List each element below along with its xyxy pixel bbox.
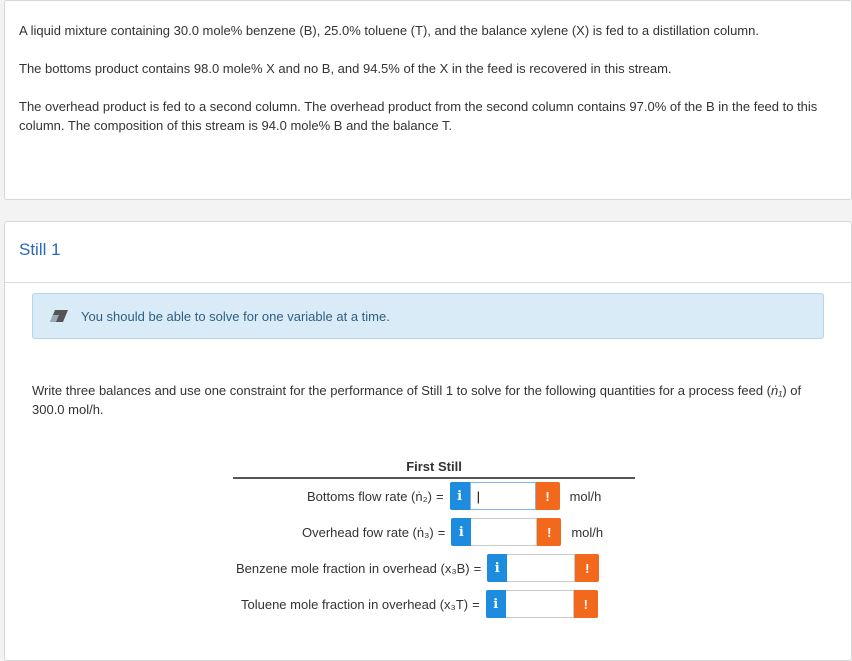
problem-text-2: The bottoms product contains 98.0 mole% X and no B, and 94.5% of the X in the feed is recovered in this stream. <box>19 61 672 76</box>
equals-sign: = <box>472 596 480 612</box>
instruction-post: ) of 300.0 mol/h. <box>32 383 802 417</box>
still-title: Still 1 <box>19 240 61 259</box>
instruction-var: ṅ₁ <box>771 383 783 398</box>
unit-label: mol/h <box>571 524 604 540</box>
info-icon[interactable]: i <box>450 482 470 510</box>
info-icon[interactable]: i <box>486 590 506 618</box>
divider <box>5 282 851 283</box>
row-label: Bottoms flow rate (ṅ₂) <box>307 488 432 504</box>
still-card <box>4 221 852 661</box>
eraser-icon <box>49 309 69 323</box>
warning-icon[interactable]: ! <box>574 590 598 618</box>
equals-sign: = <box>435 488 444 504</box>
table-row <box>236 554 599 582</box>
instruction-pre: Write three balances and use one constraint for the performance of Still 1 to solve for the following quantities for a process feed ( <box>32 383 771 398</box>
table-title: First Still <box>406 459 462 474</box>
warning-icon[interactable]: ! <box>575 554 599 582</box>
hint-text: You should be able to solve for one variable at a time. <box>81 308 390 324</box>
row-label: Benzene mole fraction in overhead (x₃B) <box>236 560 470 576</box>
table-row <box>307 482 601 510</box>
warning-icon[interactable]: ! <box>537 518 561 546</box>
table-rule <box>233 477 635 479</box>
instruction-text <box>32 381 822 419</box>
equals-sign: = <box>473 560 482 576</box>
equals-sign: = <box>437 524 446 540</box>
unit-label: mol/h <box>569 488 602 504</box>
row-label: Overhead fow rate (ṅ₃) <box>302 524 434 540</box>
benzene-fraction-input[interactable] <box>507 554 575 582</box>
row-label: Toluene mole fraction in overhead (x₃T) <box>241 596 469 612</box>
hint-box <box>32 293 824 339</box>
table-row <box>241 590 598 618</box>
warning-icon[interactable]: ! <box>536 482 560 510</box>
info-icon[interactable]: i <box>487 554 507 582</box>
toluene-fraction-input[interactable] <box>506 590 574 618</box>
problem-text-1: A liquid mixture containing 30.0 mole% benzene (B), 25.0% toluene (T), and the balance xylene (X) is fed to a distillation column. <box>19 23 759 38</box>
problem-text-3: The overhead product is fed to a second column. The overhead product from the second column contains 97.0% of the B in the feed to this column. The composition of this stream is 94.0 mole% B and the balance T. <box>19 99 818 133</box>
overhead-flow-input[interactable] <box>471 518 537 546</box>
bottoms-flow-input[interactable] <box>470 482 536 510</box>
table-row <box>302 518 603 546</box>
info-icon[interactable]: i <box>451 518 471 546</box>
problem-card <box>4 0 852 200</box>
